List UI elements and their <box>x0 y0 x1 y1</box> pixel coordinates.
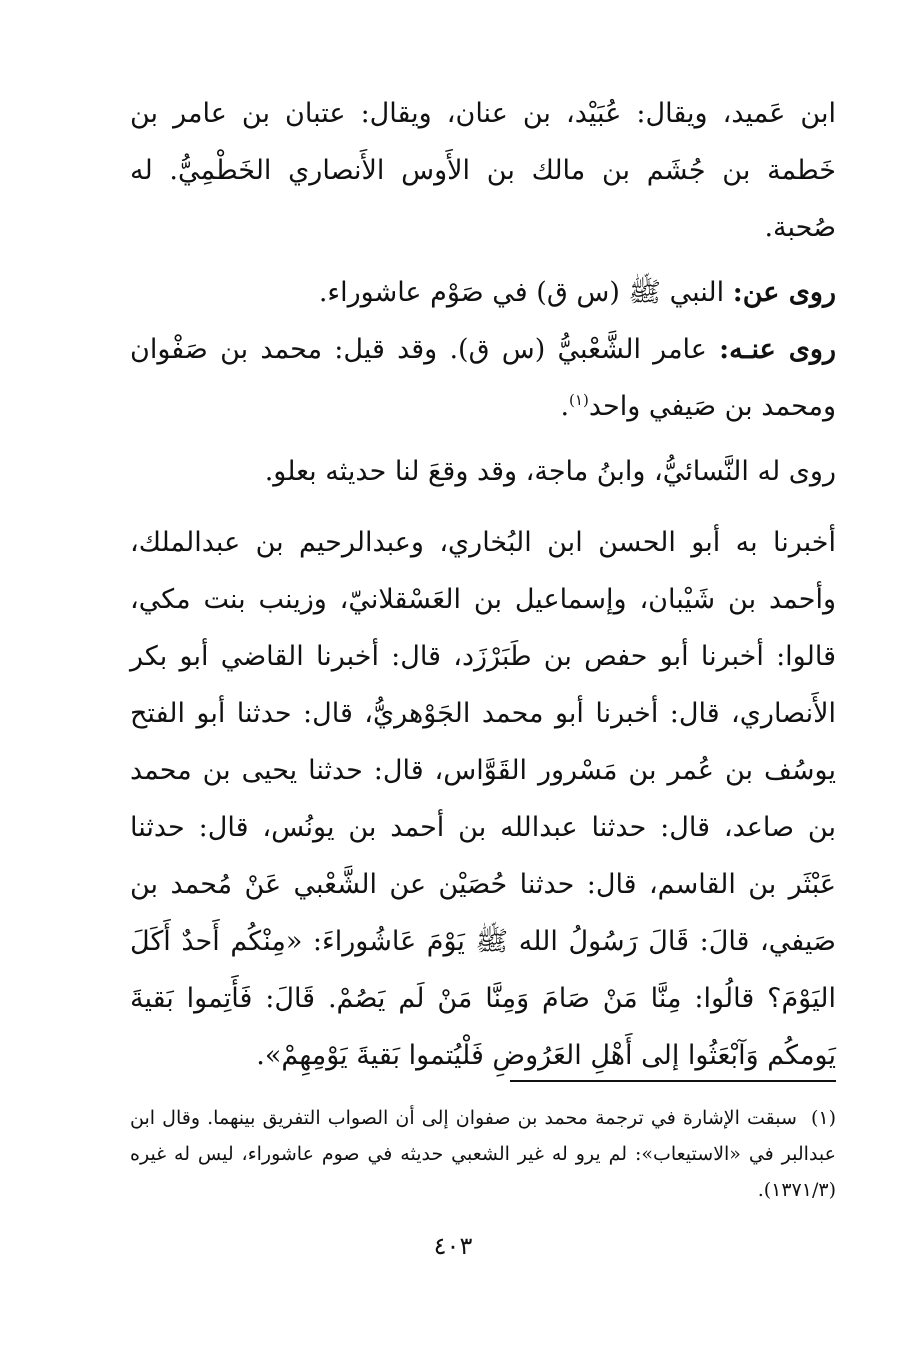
narrated-by-label: روى عنـه: <box>719 334 836 365</box>
isnad-paragraph: أخبرنا به أبو الحسن ابن البُخاري، وعبدالرحيم بن عبدالملك، وأحمد بن شَيْبان، وإسماعيل بن العَسْقلانيّ، وزينب بنت مكي، قالوا: أخبرنا أبو حفص بن طَبَرْزَد، قال: أخبرنا القاضي أبو بكر الأَنصاري، قال: أخبرنا أبو محمد الجَوْهريُّ، قال: حدثنا أبو الفتح يوسُف بن عُمر بن مَسْرور القَوَّاس، قال: حدثنا يحيى بن محمد بن صاعد، قال: حدثنا عبدالله بن أحمد بن يونُس، قال: حدثنا عَبْثَر بن القاسم، قال: حدثنا حُصَيْن عن الشَّعْبي عَنْ مُحمد بن صَيفي، قالَ: قَالَ رَسُولُ الله ﷺ يَوْمَ عَاشُوراءَ: «مِنْكُم أَحدٌ أَكَلَ اليَوْمَ؟ قالُوا: مِنَّا مَنْ صَامَ وَمِنَّا مَنْ لَم يَصُمْ. قَالَ: فَأَتِموا بَقيةَ يَومكُم وَآبْعَثُوا إلى أَهْلِ العَرُوضِ فَلْيُتموا بَقيةَ يَوْمِهِمْ». <box>130 527 836 1071</box>
reported-by: روى له النَّسائيُّ، وابنُ ماجة، وقد وقعَ لنا حديثه بعلو. <box>264 456 836 487</box>
narrated-by-end: . <box>560 391 570 422</box>
narrated-from <box>130 264 836 321</box>
narrated-from-text: النبي ﷺ (س ق) في صَوْم عاشوراء. <box>318 277 725 308</box>
page-number: ٤٠٣ <box>433 1232 473 1260</box>
footnote-text: سبقت الإشارة في ترجمة محمد بن صفوان إلى أن الصواب التفريق بينهما. وقال ابن عبدالبر في «الاستيعاب»: لم يرو له غير الشعبي حديثه في صوم عاشوراء، ليس له غيره (١٣٧١/٣). <box>130 1107 836 1201</box>
footnote-ref[interactable]: (١) <box>569 391 589 409</box>
footnote-item <box>130 1100 836 1208</box>
narrated-by <box>130 321 836 435</box>
spacer <box>130 435 836 443</box>
spacer <box>130 500 836 514</box>
narrated-by-text: عامر الشَّعْبيُّ (س ق). وقد قيل: محمد بن صَفْوان ومحمد بن صَيفي واحد <box>130 334 836 422</box>
footnote-number: (١) <box>810 1107 836 1129</box>
footnote-divider <box>510 1080 836 1082</box>
footnotes <box>130 1100 836 1208</box>
main-text <box>130 85 836 1084</box>
entry-intro: ابن عَميد، ويقال: عُبَيْد، بن عنان، ويقال: عتبان بن عامر بن خَطمة بن جُشَم بن مالك بن الأَوس الأَنصاري الخَطْمِيُّ. له صُحبة. <box>130 98 836 243</box>
narrated-from-label: روى عن: <box>732 277 836 308</box>
spacer <box>130 256 836 264</box>
